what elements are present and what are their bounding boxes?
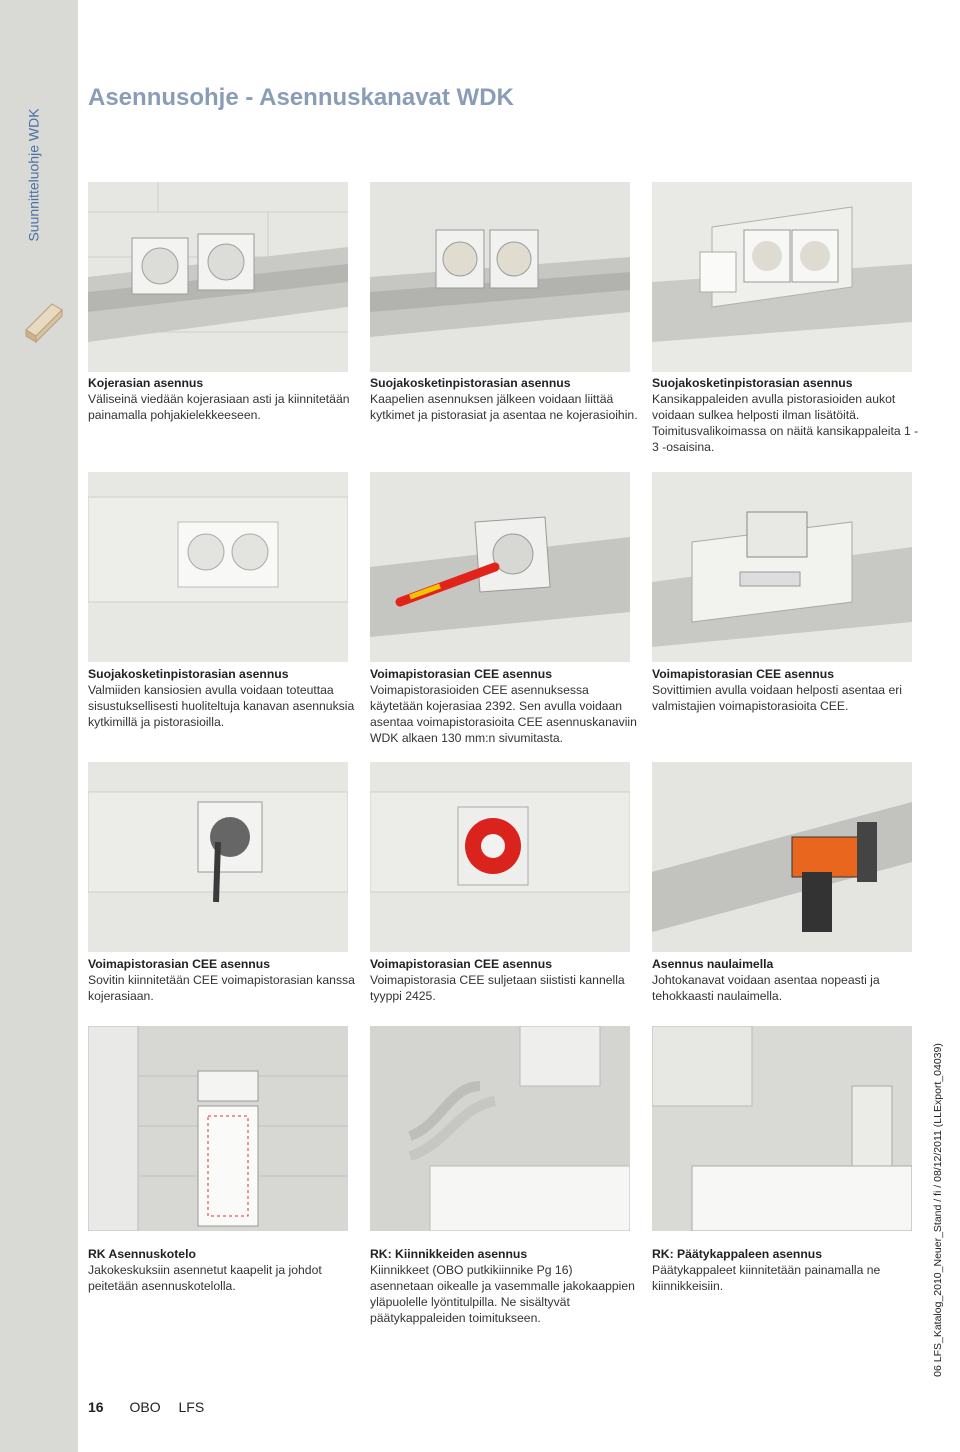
section-heading: Kojerasian asennus [88,376,204,390]
section-text: Kaapelien asennuksen jälkeen voidaan liittää kytkimet ja pistorasiat ja asentaa ne kojerasioihin. [370,392,638,422]
section-text: Jakokeskuksiin asennetut kaapelit ja johdot peitetään asennuskotelolla. [88,1263,322,1293]
catalog-code: 06 LFS_Katalog_2010_Neuer_Stand / fi / 08/12/2011 (LLExport_04039) [932,1043,944,1377]
section-caption [88,956,356,1004]
section-heading: Suojakosketinpistorasian asennus [652,376,853,390]
section-text: Sovittimien avulla voidaan helposti asentaa eri valmistajien voimapistorasioita CEE. [652,683,902,713]
page-number: 16 [88,1399,104,1415]
section-text: Valmiiden kansiosien avulla voidaan toteuttaa sisustuksellisesti huoliteltuja kanavan asennuksia kytkimillä ja pistorasioilla. [88,683,355,729]
section-heading: Suojakosketinpistorasian asennus [88,667,289,681]
page-footer [88,1399,204,1415]
section-caption [88,375,356,423]
photo-rk-cabinet-housing [88,1026,348,1231]
photo-cee-adapter [652,472,912,662]
section-caption [652,375,920,455]
photo-rk-clamps [370,1026,630,1231]
section-heading: RK: Päätykappaleen asennus [652,1247,823,1261]
section-text: Voimapistorasia CEE suljetaan siististi kannella tyyppi 2425. [370,973,625,1003]
photo-cee-socket-red [370,762,630,952]
section-caption [370,1246,638,1326]
section-heading: RK Asennuskotelo [88,1247,196,1261]
page-title: Asennusohje - Asennuskanavat WDK [88,84,514,111]
section-caption [88,1246,356,1294]
section-heading: Voimapistorasian CEE asennus [370,957,552,971]
section-caption [370,375,638,423]
section-text: Johtokanavat voidaan asentaa nopeasti ja tehokkaasti naulaimella. [652,973,880,1003]
section-caption [652,1246,920,1294]
photo-nail-gun [652,762,912,952]
photo-cee-device-box [370,472,630,662]
section-text: Voimapistorasioiden CEE asennuksessa käytetään kojerasiaa 2392. Sen avulla voidaan asentaa voimapistorasioita CEE asennuskanaviin WDK alkaen 130 mm:n sivumitasta. [370,683,637,745]
section-caption [370,956,638,1004]
series-label: LFS [178,1399,205,1415]
section-heading: Voimapistorasian CEE asennus [88,957,270,971]
section-heading: Asennus naulaimella [652,957,774,971]
photo-rk-end-piece [652,1026,912,1231]
cable-duct-icon [22,300,64,344]
sidebar-label: Suunnitteluohje WDK [26,108,43,242]
section-text: Kiinnikkeet (OBO putkikiinnike Pg 16) asennetaan oikealle ja vasemmalle jakokaappien yläpuolelle lyöntitulpilla. Ne sisältyvät päätykappaleiden toimitukseen. [370,1263,635,1325]
section-text: Päätykappaleet kiinnitetään painamalla ne kiinnikkeisiin. [652,1263,881,1293]
section-text: Väliseinä viedään kojerasiaan asti ja kiinnitetään painamalla pohjakielekkeeseen. [88,392,350,422]
section-caption [370,666,638,746]
section-text: Sovitin kiinnitetään CEE voimapistorasian kanssa kojerasiaan. [88,973,355,1003]
photo-cover-piece [652,182,912,372]
section-heading: RK: Kiinnikkeiden asennus [370,1247,528,1261]
section-heading: Voimapistorasian CEE asennus [370,667,552,681]
photo-device-box-installation [88,182,348,372]
brand-label: OBO [129,1399,161,1415]
section-caption [652,666,920,714]
section-heading: Voimapistorasian CEE asennus [652,667,834,681]
section-heading: Suojakosketinpistorasian asennus [370,376,571,390]
section-caption [88,666,356,730]
photo-cee-adapter-box [88,762,348,952]
photo-socket-connection [370,182,630,372]
photo-finished-socket [88,472,348,662]
section-caption [652,956,920,1004]
section-text: Kansikappaleiden avulla pistorasioiden aukot voidaan sulkea helposti ilman lisätöitä. Toimitusvalikoimassa on näitä kansikappaleita 1 - 3 -osaisina. [652,392,919,454]
